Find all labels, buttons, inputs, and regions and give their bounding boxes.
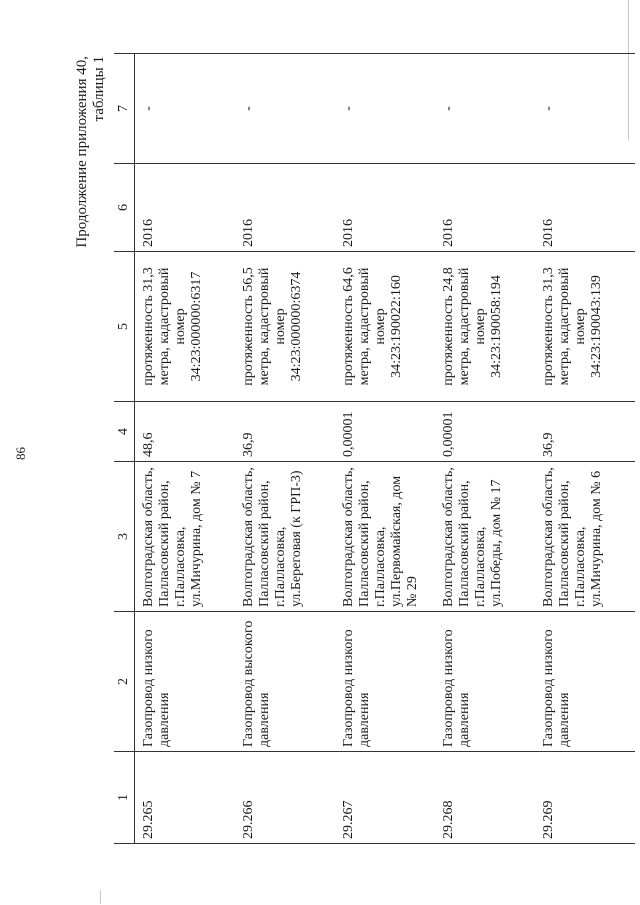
cell-characteristics: протяженность 24,8 метра, кадастровый номер 34:23:190058:194 xyxy=(435,252,535,402)
header-row xyxy=(114,54,135,844)
col-header-2: 2 xyxy=(114,612,135,752)
cell-name: Газопровод низкого давления xyxy=(435,612,535,752)
cell-number: 29.267 xyxy=(335,752,435,844)
cell-value: 0,00001 xyxy=(435,402,535,462)
table-row xyxy=(235,54,335,844)
property-table xyxy=(114,53,635,844)
cell-characteristics: протяженность 64,6 метра, кадастровый номер 34:23:190022:160 xyxy=(335,252,435,402)
col-header-3: 3 xyxy=(114,462,135,612)
col-header-4: 4 xyxy=(114,402,135,462)
caption-line-1: Продолжение приложения 40, xyxy=(74,56,90,248)
cell-address: Волгоградская область, Палласовский район, г.Палласовка, ул.Мичурина, дом № 6 xyxy=(535,462,635,612)
cell-name: Газопровод высокого давления xyxy=(235,612,335,752)
cell-value: 36,9 xyxy=(535,402,635,462)
cell-year: 2016 xyxy=(335,164,435,252)
cell-characteristics: протяженность 31,3 метра, кадастровый номер 34:23:190043:139 xyxy=(535,252,635,402)
col-header-7: 7 xyxy=(114,54,135,164)
col-header-5: 5 xyxy=(114,252,135,402)
cell-number: 29.266 xyxy=(235,752,335,844)
cell-address: Волгоградская область, Палласовский район, г.Палласовка, ул.Береговая (к ГРП-3) xyxy=(235,462,335,612)
cell-year: 2016 xyxy=(235,164,335,252)
cell-note: - xyxy=(435,54,535,164)
cell-note: - xyxy=(135,54,236,164)
cell-address: Волгоградская область, Палласовский район, г.Палласовка, ул.Победы, дом № 17 xyxy=(435,462,535,612)
cell-address: Волгоградская область, Палласовский район, г.Палласовка, ул.Мичурина, дом № 7 xyxy=(135,462,236,612)
cell-name: Газопровод низкого давления xyxy=(535,612,635,752)
cell-number: 29.269 xyxy=(535,752,635,844)
cell-number: 29.265 xyxy=(135,752,236,844)
col-header-1: 1 xyxy=(114,752,135,844)
cell-note: - xyxy=(235,54,335,164)
cell-address: Волгоградская область, Палласовский район, г.Палласовка, ул.Первомайская, дом № 29 xyxy=(335,462,435,612)
scan-edge-mark xyxy=(100,890,101,904)
cell-year: 2016 xyxy=(535,164,635,252)
cell-name: Газопровод низкого давления xyxy=(135,612,236,752)
table-row xyxy=(435,54,535,844)
table-caption xyxy=(74,56,108,248)
rotated-page-content xyxy=(70,50,630,850)
cell-characteristics: протяженность 56,5 метра, кадастровый номер 34:23:000000:6374 xyxy=(235,252,335,402)
table-row xyxy=(135,54,236,844)
cell-characteristics: протяженность 31,3 метра, кадастровый номер 34:23:000000:6317 xyxy=(135,252,236,402)
cell-note: - xyxy=(335,54,435,164)
cell-note: - xyxy=(535,54,635,164)
table-row xyxy=(535,54,635,844)
cell-year: 2016 xyxy=(135,164,236,252)
cell-name: Газопровод низкого давления xyxy=(335,612,435,752)
cell-number: 29.268 xyxy=(435,752,535,844)
cell-year: 2016 xyxy=(435,164,535,252)
cell-value: 48,6 xyxy=(135,402,236,462)
page-number: 86 xyxy=(13,447,28,460)
table-row xyxy=(335,54,435,844)
col-header-6: 6 xyxy=(114,164,135,252)
cell-value: 36,9 xyxy=(235,402,335,462)
caption-line-2: таблицы 1 xyxy=(91,56,107,122)
cell-value: 0,00001 xyxy=(335,402,435,462)
